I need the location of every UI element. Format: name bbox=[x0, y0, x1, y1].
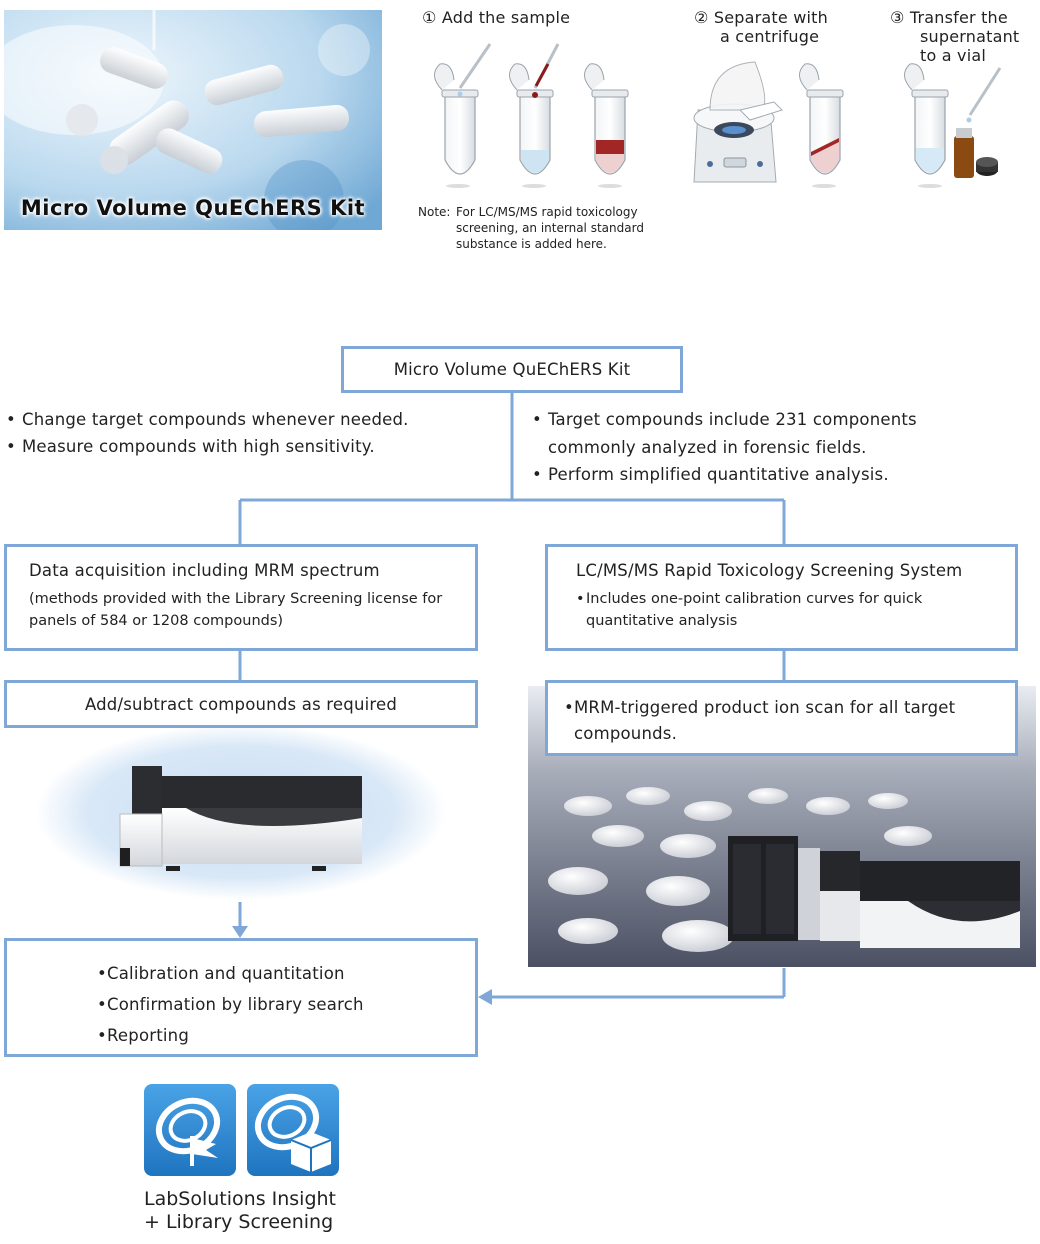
left-benefits bbox=[6, 406, 486, 460]
right-benefit-1: • Target compounds include 231 components commonly analyzed in forensic fields. bbox=[532, 406, 952, 461]
data-acquisition-title: Data acquisition including MRM spectrum bbox=[29, 561, 380, 580]
step-2-number: ② bbox=[694, 8, 709, 27]
note-label: Note: bbox=[418, 205, 451, 219]
data-acquisition-note: (methods provided with the Library Screening license for panels of 584 or 1208 compounds) bbox=[29, 591, 443, 629]
step-3-text-3: to a vial bbox=[920, 46, 987, 65]
tube-separated-icon bbox=[799, 64, 843, 188]
step-1-label bbox=[422, 8, 570, 27]
left-benefit-1: • Change target compounds whenever needed. bbox=[6, 406, 486, 433]
kit-box-label: Micro Volume QuEChERS Kit bbox=[393, 360, 631, 379]
add-subtract-box bbox=[4, 680, 478, 728]
step-3-text-1: Transfer the bbox=[909, 8, 1008, 27]
right-benefits bbox=[532, 406, 952, 489]
reporting-box bbox=[4, 938, 478, 1057]
reporting-bullet-2: • Confirmation by library search bbox=[97, 989, 475, 1020]
left-benefit-2: • Measure compounds with high sensitivity. bbox=[6, 433, 486, 460]
step-1-number: ① bbox=[422, 8, 437, 27]
tube-with-sample-icon bbox=[509, 44, 558, 188]
kit-photo-label: Micro Volume QuEChERS Kit bbox=[20, 196, 366, 220]
step-illustrations bbox=[410, 40, 1030, 200]
step-1-text: Add the sample bbox=[441, 8, 571, 27]
screening-system-title: LC/MS/MS Rapid Toxicology Screening System bbox=[576, 561, 963, 580]
software-line-2: + Library Screening bbox=[144, 1211, 334, 1233]
tube-empty-icon bbox=[434, 44, 490, 188]
library-screening-icon bbox=[247, 1084, 339, 1176]
note-line-1: For LC/MS/MS rapid toxicology bbox=[456, 205, 638, 219]
note bbox=[418, 204, 644, 251]
tube-mixed-icon bbox=[584, 64, 628, 188]
data-acquisition-box bbox=[4, 544, 478, 651]
software-line-1: LabSolutions Insight bbox=[144, 1188, 337, 1210]
add-subtract-label: Add/subtract compounds as required bbox=[84, 694, 398, 714]
reporting-bullet-3: • Reporting bbox=[97, 1020, 475, 1051]
screening-system-box bbox=[545, 544, 1018, 651]
kit-photo bbox=[4, 10, 382, 230]
gc-ms-instrument bbox=[36, 728, 446, 900]
step-2-text-2: a centrifuge bbox=[720, 27, 820, 46]
software-caption bbox=[144, 1188, 336, 1234]
labsolutions-insight-icon bbox=[144, 1084, 236, 1176]
note-line-2: screening, an internal standard bbox=[456, 221, 644, 235]
reporting-bullet-1: • Calibration and quantitation bbox=[97, 958, 475, 989]
vial-icon bbox=[954, 128, 998, 178]
kit-box bbox=[341, 346, 683, 393]
screening-system-bullet: • Includes one-point calibration curves for quick quantitative analysis bbox=[576, 588, 995, 632]
right-benefit-2: • Perform simplified quantitative analysis. bbox=[532, 461, 952, 489]
mrm-box bbox=[545, 680, 1018, 756]
step-2-text-1: Separate with bbox=[713, 8, 828, 27]
step-3-number: ③ bbox=[890, 8, 905, 27]
mrm-bullet: • MRM-triggered product ion scan for all target compounds. bbox=[564, 695, 997, 747]
centrifuge-icon bbox=[694, 62, 782, 182]
note-line-3: substance is added here. bbox=[456, 237, 607, 251]
step-3-text-2: supernatant bbox=[920, 27, 1020, 46]
